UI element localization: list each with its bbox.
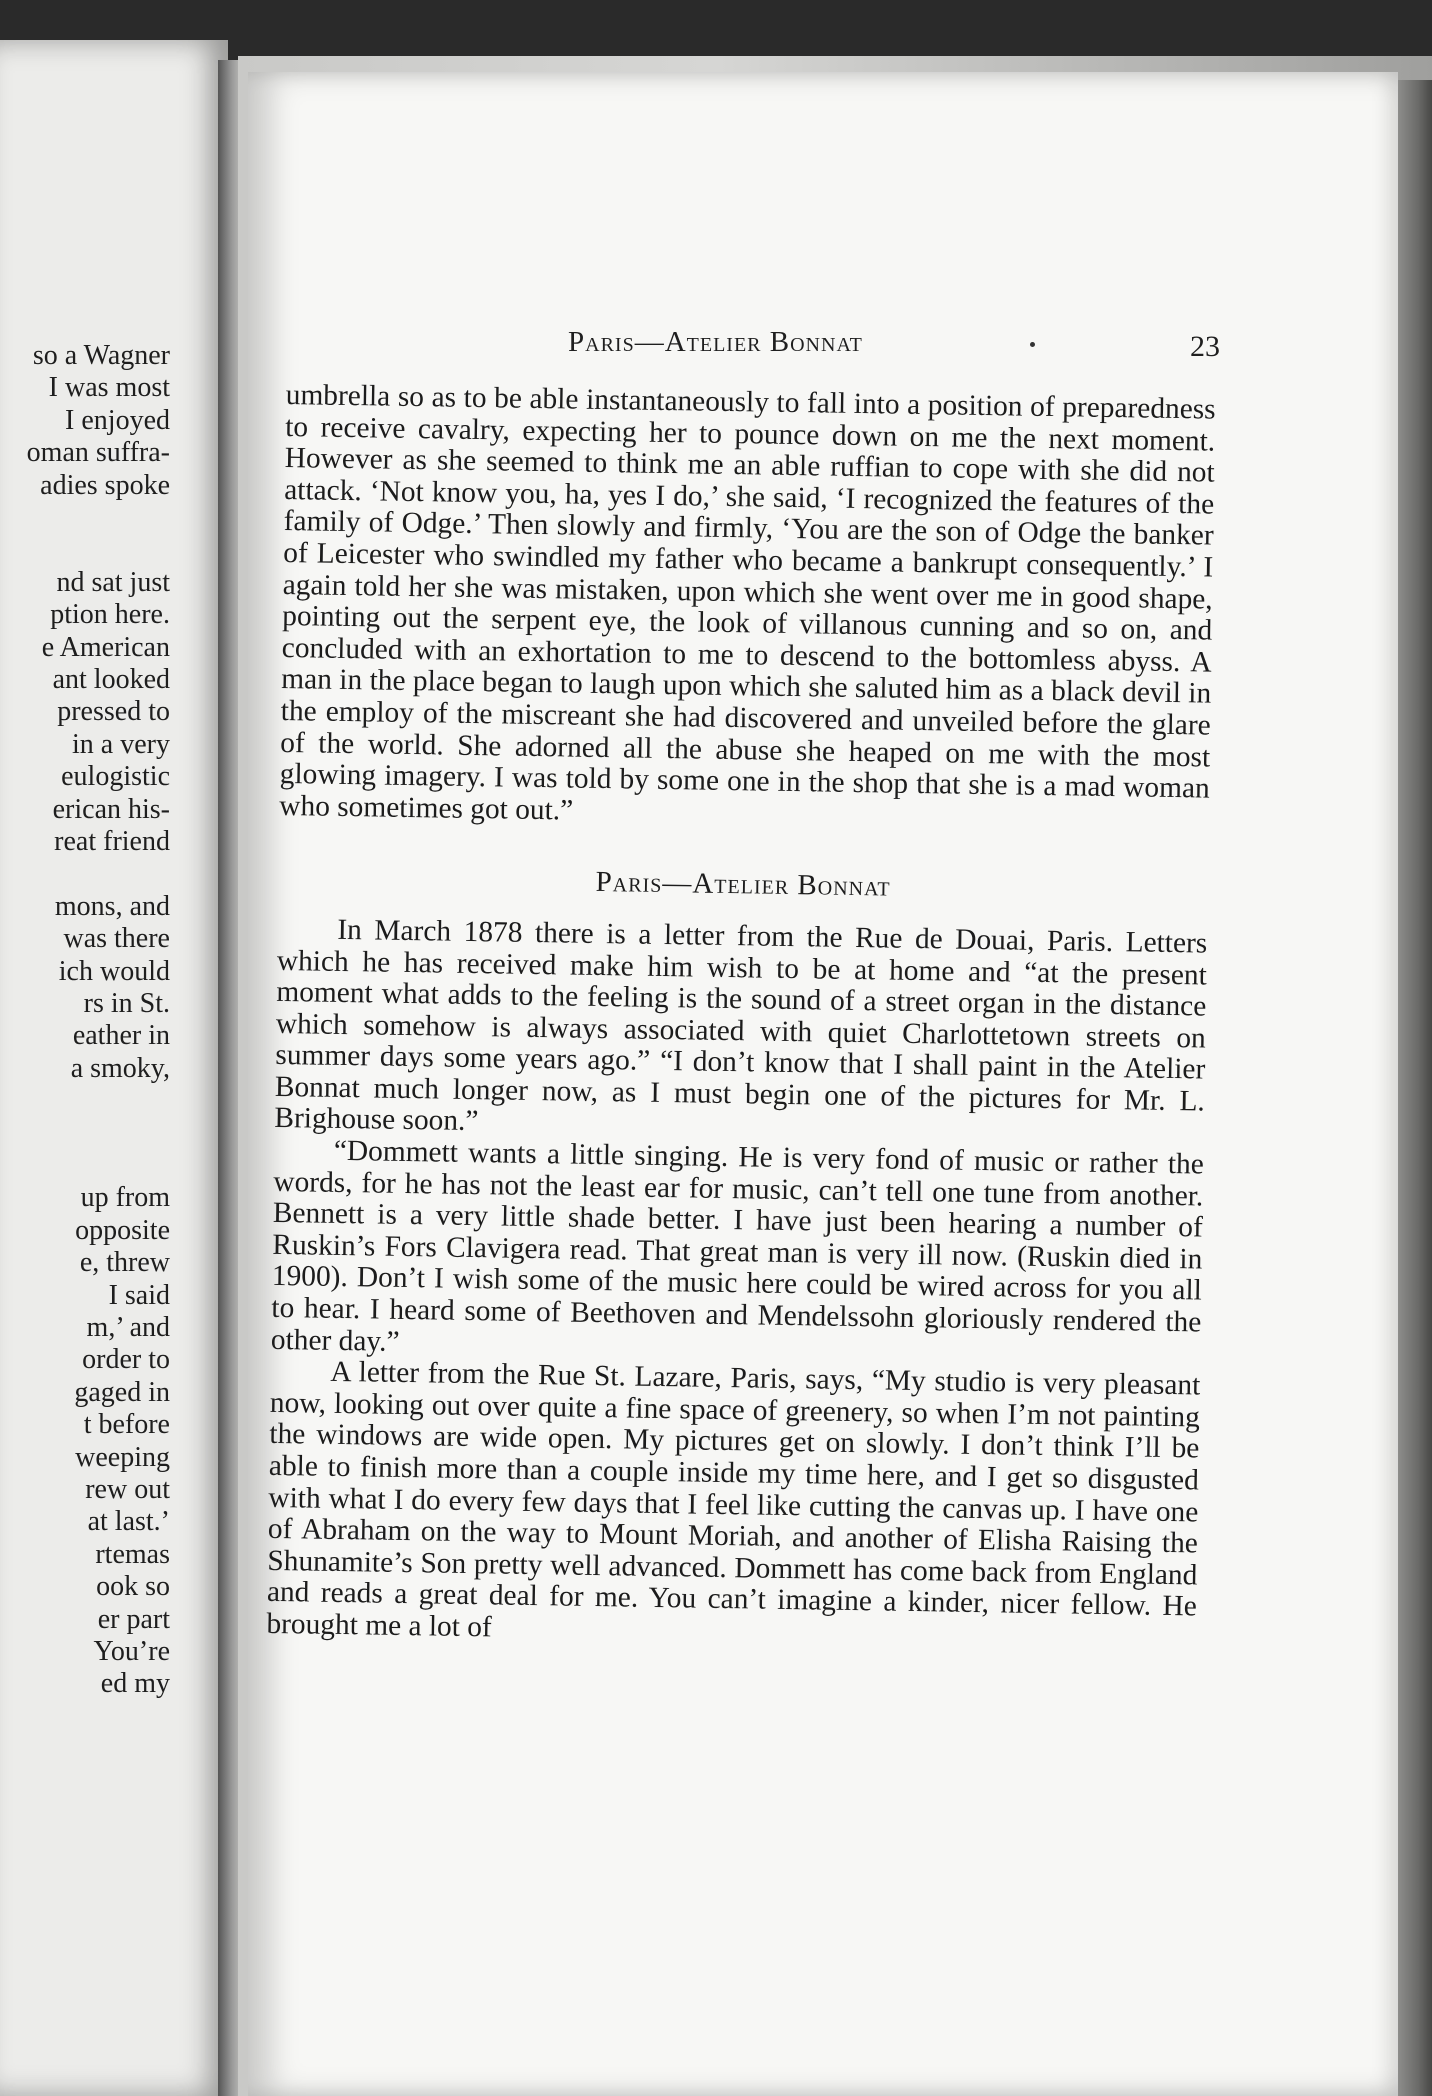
left-page-line: mons, and bbox=[54, 890, 170, 922]
running-head bbox=[568, 326, 863, 359]
left-page-line: ption here. bbox=[50, 599, 170, 631]
left-page-line: reat friend bbox=[54, 826, 170, 857]
left-page-line: ook so bbox=[96, 1571, 170, 1603]
left-page-line: rtemas bbox=[95, 1538, 170, 1570]
left-page-line: ich would bbox=[58, 955, 170, 987]
left-page-line: erican his- bbox=[52, 793, 170, 825]
paragraph: A letter from the Rue St. Lazare, Paris, says, “My studio is very pleasant now, looking out over quite a fine space of greenery, so when I’m not painting the windows are wide open. My pictures get on slowly. I don’t think I’ll be able to finish more than a couple inside my time here, and I get so disgusted with what I do every few days that I feel like cutting the canvas up. I have one of Abraham on the way to Mount Moriah, and another of Elisha Raising the Shunamite’s Son pretty well advanced. Dommett has come back from England and reads a great deal for me. You can’t imagine a kinder, nicer fellow. He brought me a lot of bbox=[266, 1356, 1201, 1644]
left-page-line: rew out bbox=[85, 1474, 170, 1505]
left-page-line: a smoky, bbox=[70, 1052, 170, 1084]
section-heading-part-a: Paris—Atelier bbox=[595, 866, 790, 902]
left-page-line: e American bbox=[41, 631, 170, 663]
left-page-text bbox=[0, 40, 170, 2040]
left-facing-page bbox=[0, 40, 228, 2096]
left-page-line: weeping bbox=[75, 1441, 170, 1473]
running-head-dot bbox=[1030, 342, 1035, 347]
left-page-line: in a very bbox=[72, 728, 170, 760]
left-page-line: gaged in bbox=[74, 1376, 170, 1408]
page-stack-edge bbox=[1398, 80, 1432, 2096]
left-page-line: up from bbox=[80, 1182, 170, 1214]
page-body bbox=[266, 380, 1216, 1655]
left-page-line: was there bbox=[63, 923, 170, 955]
left-page-line: You’re bbox=[93, 1636, 170, 1667]
left-page-line: m,’ and bbox=[86, 1312, 170, 1343]
left-page-line: oman suffra- bbox=[26, 437, 170, 469]
left-page-line: eather in bbox=[72, 1020, 170, 1052]
left-page-line: nd sat just bbox=[56, 566, 170, 598]
left-page-line: rs in St. bbox=[83, 988, 170, 1019]
left-page-line: at last.’ bbox=[87, 1506, 170, 1538]
section-heading-part-b: Bonnat bbox=[797, 869, 891, 903]
running-head-part-b: Bonnat bbox=[769, 326, 863, 358]
left-page-line: eulogistic bbox=[61, 761, 170, 793]
section-heading bbox=[278, 862, 1208, 908]
left-page-line: pressed to bbox=[57, 696, 170, 728]
left-page-line: ed my bbox=[100, 1668, 170, 1700]
running-head-part-a: Paris—Atelier bbox=[568, 326, 762, 358]
paragraph: In March 1878 there is a letter from the Rue de Douai, Paris. Letters which he has received make him wish to be at home and “at the present moment what adds to the feeling is the sound of a street organ in the distance which somehow is always associated with quiet Charlottetown streets on summer days some years ago.” “I don’t know that I shall paint in the Atelier Bonnat much longer now, as I must begin one of the pictures for Mr. L. Brighouse soon.” bbox=[274, 913, 1208, 1138]
left-page-line: I enjoyed bbox=[65, 404, 170, 436]
left-page-line: e, threw bbox=[79, 1247, 170, 1279]
left-page-line: I said bbox=[108, 1279, 170, 1311]
left-page-line: t before bbox=[83, 1409, 170, 1441]
left-page-line: adies spoke bbox=[40, 469, 170, 501]
left-page-line: er part bbox=[97, 1603, 170, 1635]
left-page-line: ant looked bbox=[52, 664, 170, 695]
left-page-line: opposite bbox=[75, 1214, 170, 1246]
paragraph-continued: umbrella so as to be able instantaneously to fall into a position of preparedness to receive cavalry, expecting her to pounce down on me the next moment. However as she seemed to think me an able ruffian to cope with she did not attack. ‘Not know you, ha, yes I do,’ she said, ‘I recognized the features of the family of Odge.’ Then slowly and firmly, ‘You are the son of Odge the banker of Leicester who swindled my father who became a bankrupt consequently.’ I again told her she was mistaken, upon which she went over me in good shape, pointing out the serpent eye, the look of villanous cunning and so on, and concluded with an exhortation to me to descend to the bottomless abyss. A man in the place began to laugh upon which she saluted him as a black devil in the employ of the miscreant she had discovered and unveiled before the glare of the world. She adorned all the abuse she heaped on me with the most glowing imagery. I was told by some one in the shop that she is a mad woman who sometimes got out.” bbox=[279, 379, 1216, 827]
left-page-line: I was most bbox=[48, 372, 170, 404]
left-page-line: so a Wagner bbox=[32, 340, 170, 371]
page-number: 23 bbox=[1190, 330, 1220, 363]
paragraph: “Dommett wants a little singing. He is very fond of music or rather the words, for he has not the least ear for music, can’t tell one tune from another. Bennett is a very little shade better. I have just been hearing a number of Ruskin’s Fors Clavigera read. That great man is very ill now. (Ruskin died in 1900). Don’t I wish some of the music here could be wired across for you all to hear. I heard some of Beethoven and Mendelssohn gloriously rendered the other day.” bbox=[270, 1134, 1205, 1358]
left-page-line: order to bbox=[82, 1344, 170, 1376]
